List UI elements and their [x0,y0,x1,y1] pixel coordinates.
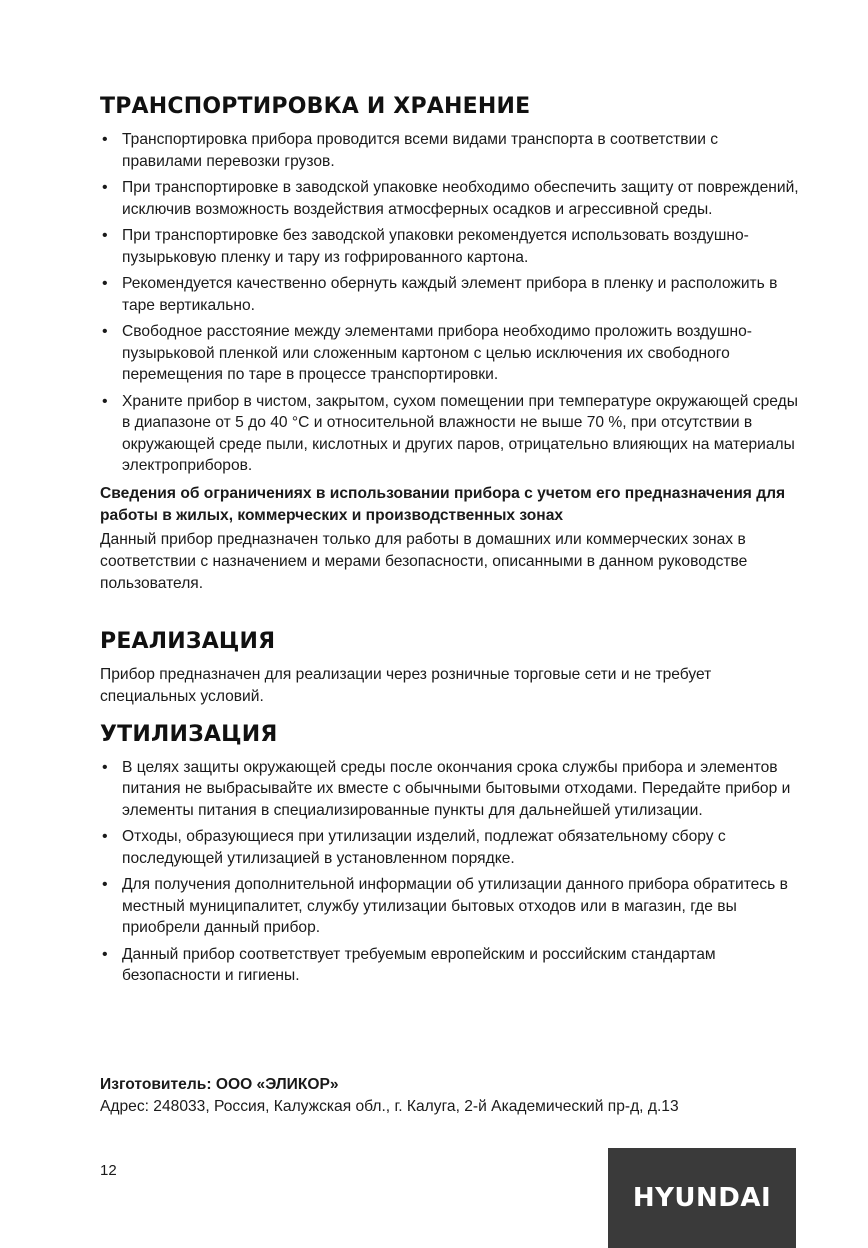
brand-logo-text: HYUNDAI [632,1183,772,1213]
restrictions-text: Данный прибор предназначен только для работы в домашних или коммерческих зонах в соответствии с назначением и мерами безопасности, описанными в данном руководстве пользователя. [100,530,748,592]
manufacturer-info [100,1074,820,1118]
list-item: • В целях защиты окружающей среды после окончания срока службы прибора и элементов питания не выбрасывайте их вместе с обычными бытовыми отходами. Передайте прибор и элементы питания в специализированные пункты для дальнейшей утилизации. [100,757,800,822]
list-item: • Транспортировка прибора проводится всеми видами транспорта в соответствии с правилами перевозки грузов. [100,129,800,172]
transport-storage-heading: ТРАНСПОРТИРОВКА И ХРАНЕНИЕ [100,94,531,119]
sales-text: Прибор предназначен для реализации через розничные торговые сети и не требует специальных условий. [100,665,712,705]
list-item: • Рекомендуется качественно обернуть каждый элемент прибора в пленку и расположить в таре вертикально. [100,273,800,316]
transport-storage-section [100,94,800,595]
list-item: • Для получения дополнительной информации об утилизации данного прибора обратитесь в местный муниципалитет, службу утилизации бытовых отходов или в магазин, где вы приобрели данный прибор. [100,874,800,939]
brand-logo [608,1148,796,1248]
page-content [100,94,800,992]
list-item: • Свободное расстояние между элементами прибора необходимо проложить воздушно-пузырьковой пленкой или сложенным картоном с целью исключения их свободного перемещения по таре в процессе транспортировки. [100,321,800,386]
transport-storage-list [100,129,800,477]
list-item: • При транспортировке в заводской упаковке необходимо обеспечить защиту от повреждений, исключив возможность воздействия атмосферных осадков и агрессивной среды. [100,177,800,220]
page-number: 12 [100,1162,117,1179]
sales-section [100,629,800,708]
disposal-section [100,722,800,987]
list-item: • Храните прибор в чистом, закрытом, сухом помещении при температуре окружающей среды в диапазоне от 5 до 40 °С и относительной влажности не выше 70 %, при отсутствии в окружающей среде пыли, кислотных и других паров, отрицательно влияющих на материалы электроприборов. [100,391,800,477]
list-item: • Отходы, образующиеся при утилизации изделий, подлежат обязательному сбору с последующей утилизацией в установленном порядке. [100,826,800,869]
disposal-list [100,757,800,987]
sales-heading: РЕАЛИЗАЦИЯ [100,628,276,654]
list-item: • При транспортировке без заводской упаковки рекомендуется использовать воздушно-пузырьковую пленку и тару из гофрированного картона. [100,225,800,268]
restrictions-heading: Сведения об ограничениях в использовании прибора с учетом его предназначения для работы в жилых, коммерческих и производственных зонах [100,484,786,524]
disposal-heading: УТИЛИЗАЦИЯ [100,721,278,747]
manufacturer-title: Изготовитель: ООО «ЭЛИКОР» [100,1076,339,1093]
manufacturer-address: Адрес: 248033, Россия, Калужская обл., г. Калуга, 2-й Академический пр-д, д.13 [100,1098,679,1115]
list-item: • Данный прибор соответствует требуемым европейским и российским стандартам безопасности и гигиены. [100,944,800,987]
